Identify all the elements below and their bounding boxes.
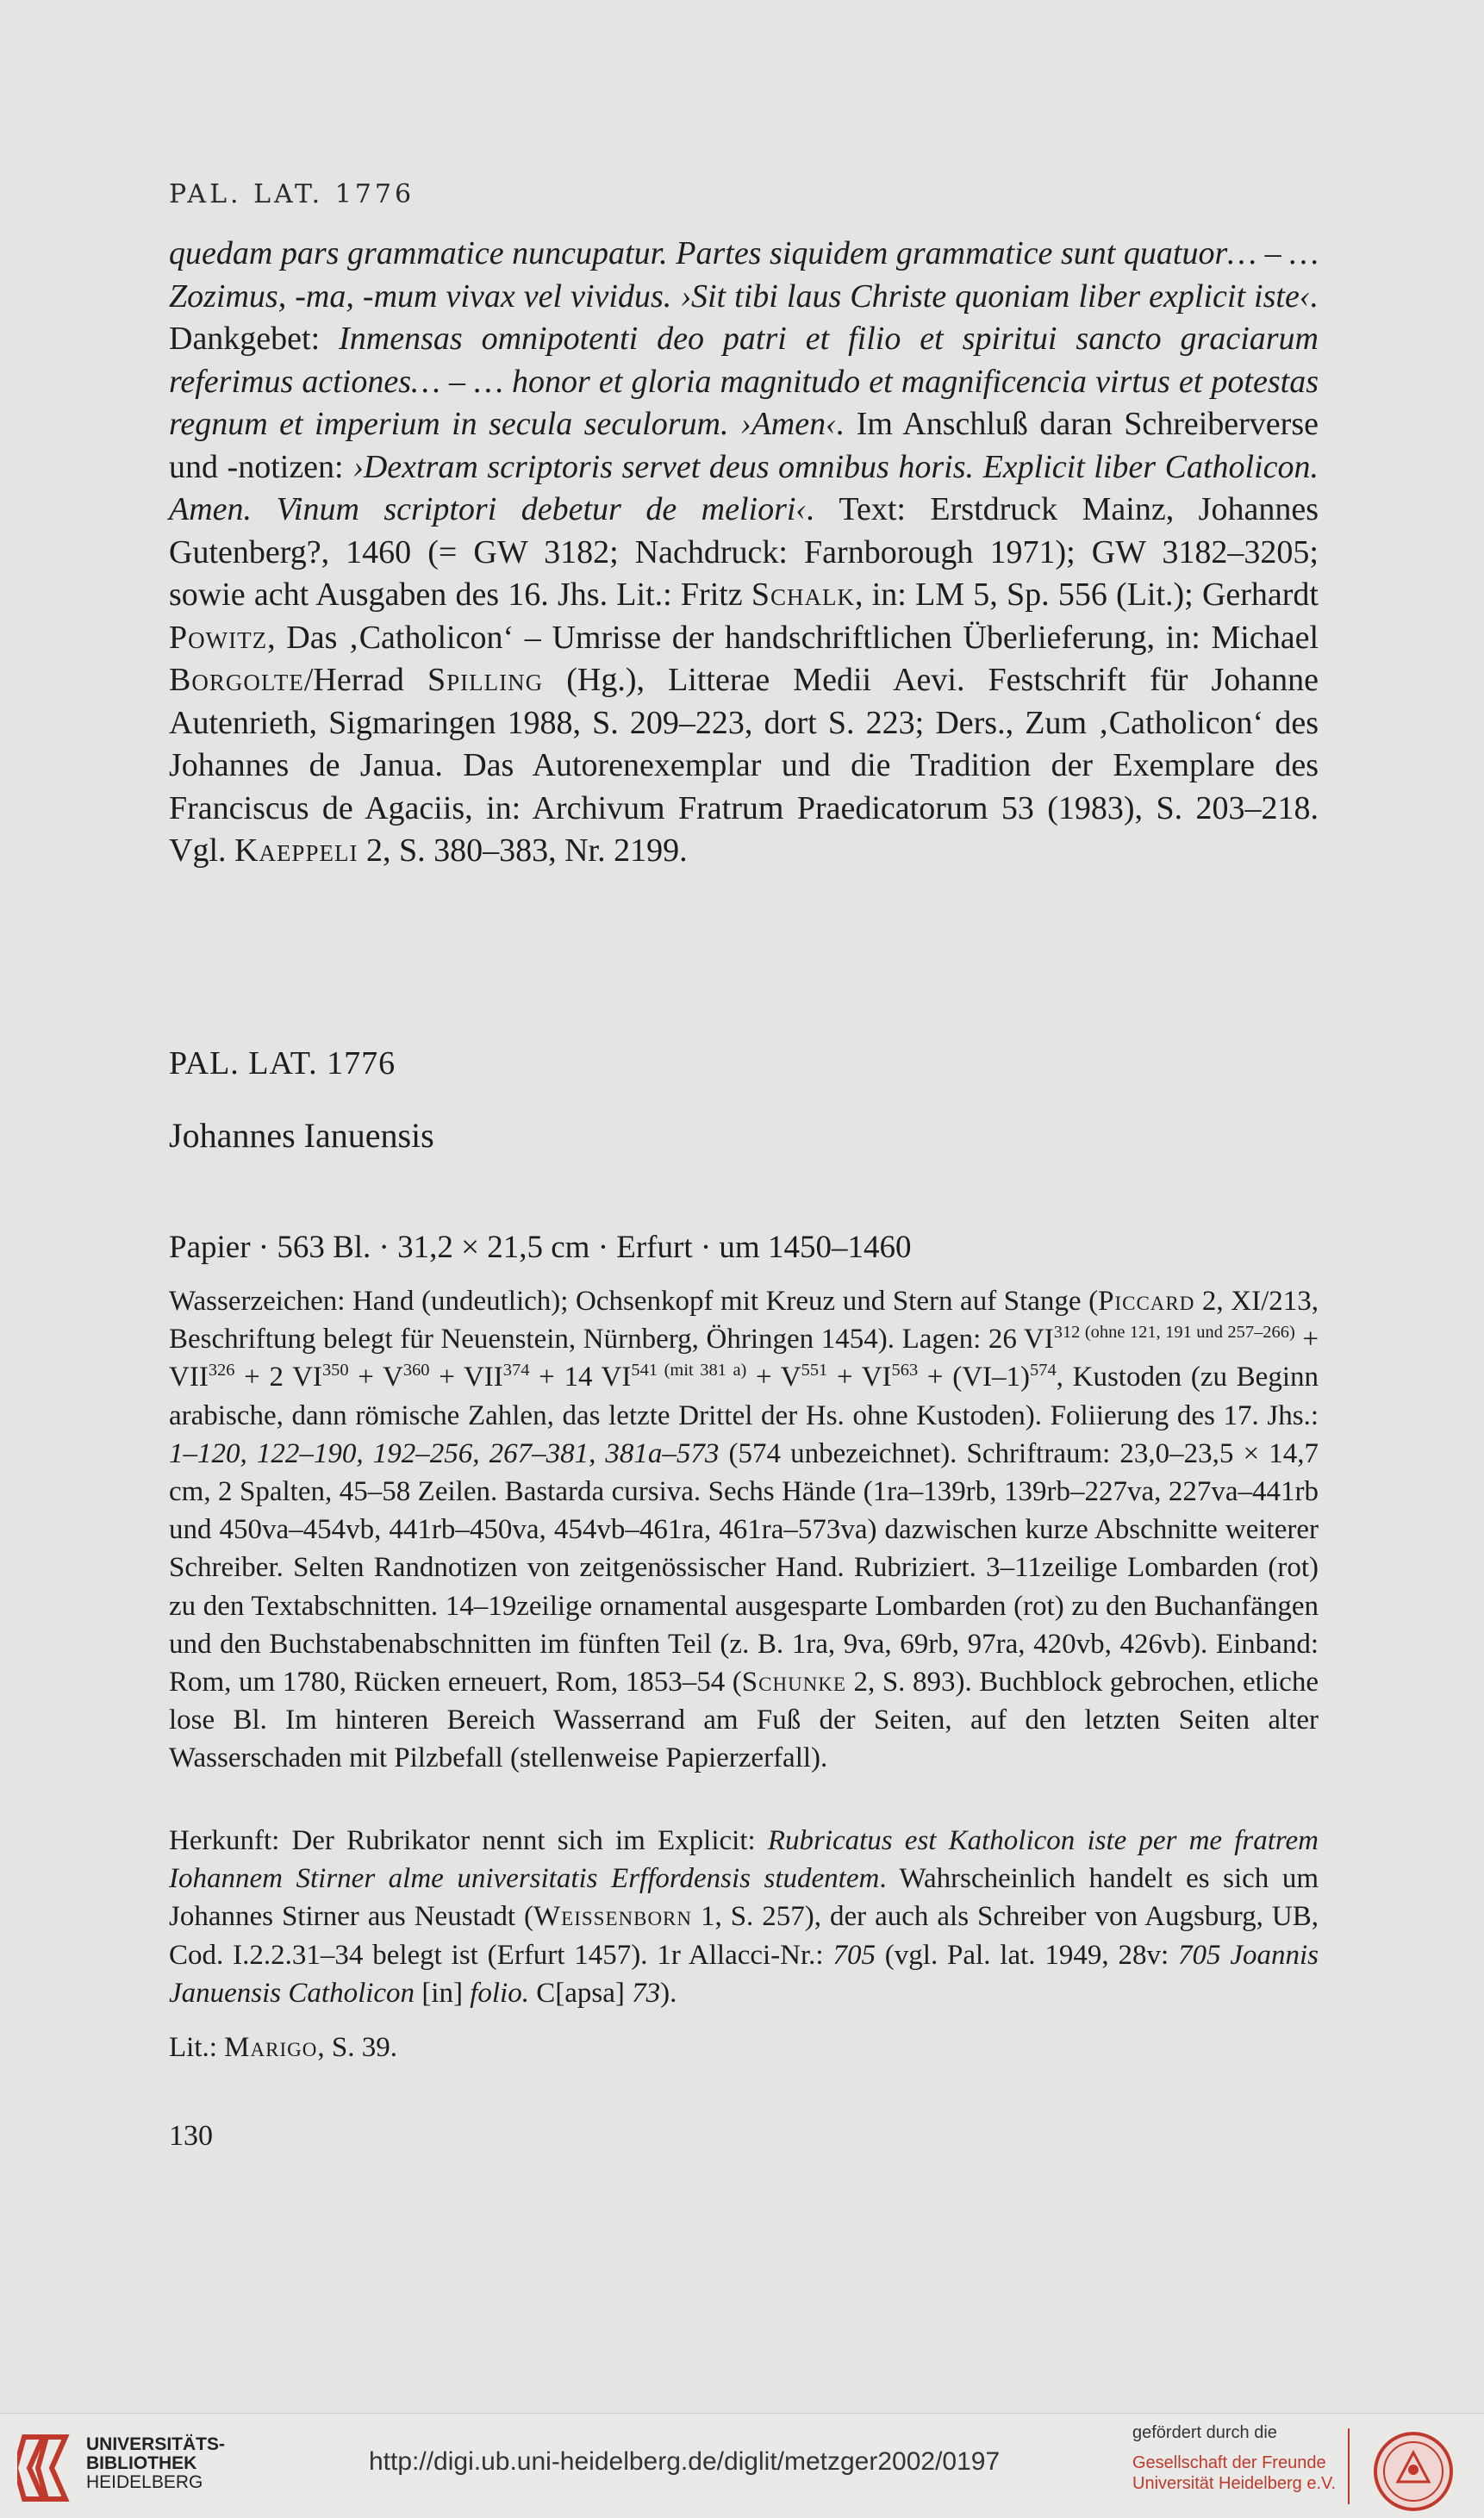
superscript: 563 [891, 1361, 919, 1381]
permalink-url[interactable]: http://digi.ub.uni-heidelberg.de/diglit/metzger2002/0197 [369, 2447, 1001, 2476]
superscript: 350 [321, 1361, 349, 1381]
text-run: + VI [827, 1362, 892, 1393]
text-run: 2, XI/213, Beschriftung belegt für Neuenstein, Nürnberg, Öhringen 1454). Lagen: 26 VI [169, 1286, 1319, 1356]
author-name: Kaeppeli [234, 832, 359, 869]
superscript: 326 [208, 1361, 235, 1381]
text-run: Im Anschluß daran Schreiberverse und -notizen: [169, 406, 1319, 485]
university-seal-icon [1363, 2430, 1463, 2513]
text-run: + VII [429, 1362, 503, 1393]
text-run: + (VI–1) [918, 1362, 1031, 1393]
text-run: , S. 39. [317, 2032, 397, 2063]
codicological-description [169, 1282, 1319, 1778]
author-name: Weissenborn [533, 1901, 692, 1933]
text-run: . Wahrscheinlich handelt es sich um Johannes Stirner aus Neustadt ( [169, 1863, 1319, 1933]
entry-summary: Papier · 563 Bl. · 31,2 × 21,5 cm · Erfurt · um 1450–1460 [169, 1230, 912, 1265]
prayer-text: Inmensas omnipotenti deo patri et filio et spiritui sancto graciarum referimus actiones… – … honor et gloria magnitudo et magnificencia virtus et potestas regnum et imperium in secula seculorum. ›Amen‹. [169, 321, 1319, 442]
text-run: ). [660, 1977, 677, 2009]
catalog-entry: folio. [470, 1977, 529, 2009]
library-name-line: UNIVERSITÄTS- [86, 2434, 226, 2454]
text-run: C[apsa] [528, 1977, 633, 2009]
text-run: (vgl. Pal. lat. 1949, 28v: [875, 1939, 1178, 1971]
text-run: + VII [169, 1324, 1319, 1393]
text-run: , Kustoden (zu Beginn arabische, dann römische Zahlen, das letzte Drittel der Hs. ohne Kustoden). Foliierung des 17. Jhs.: [169, 1362, 1319, 1431]
text-run: , in: LM 5, Sp. 556 (Lit.); Gerhardt [855, 577, 1319, 613]
superscript: 541 (mit 381 a) [631, 1361, 747, 1381]
text-run: + V [746, 1362, 801, 1393]
text-run: 2, S. 380–383, Nr. 2199. [358, 832, 688, 869]
text-run: /Herrad [303, 662, 427, 698]
text-run: Dankgebet: [169, 321, 340, 357]
catalog-entry: 705 Joannis Januensis Catholicon [169, 1939, 1319, 2009]
foliation-range: 1–120, 122–190, 192–256, 267–381, 381a–573 [169, 1437, 720, 1469]
text-run: Herkunft: Der Rubrikator nennt sich im Explicit: [169, 1825, 768, 1856]
entry-author: Johannes Ianuensis [169, 1116, 434, 1155]
scribe-verse: ›Dextram scriptoris servet deus omnibus horis. Explicit liber Catholicon. Amen. Vinum scriptori debetur de meliori‹. [169, 448, 1319, 527]
superscript: 360 [402, 1361, 430, 1381]
text-run: [in] [415, 1977, 471, 2009]
author-name: Schalk [751, 577, 856, 613]
text-run: + V [348, 1362, 403, 1393]
author-name: Spilling [427, 662, 544, 698]
text-run: 2, S. 893). Buchblock gebrochen, etliche lose Bl. Im hinteren Bereich Wasserrand am Fuß der Seiten, auf den letzten Seiten alter Wasserschaden mit Pilzbefall (stellenweise Papierzerfall). [169, 1667, 1319, 1774]
sponsor-name[interactable] [1132, 2453, 1336, 2494]
previous-entry-text [169, 233, 1319, 873]
allacci-number: 705 [832, 1939, 876, 1971]
page-number: 130 [169, 2120, 213, 2152]
text-run: (574 unbezeichnet). Schriftraum: 23,0–23,5 × 14,7 cm, 2 Spalten, 45–58 Zeilen. Bastarda cursiva. Sechs Hände (1ra–139rb, 139rb–227va, 227va–441rb und 450va–454vb, 441rb–450va, 454vb–461ra, 461ra–573va) dazwischen kurze Abschnitte weiterer Schreiber. Selten Randnotizen von zeitgenössischer Hand. Rubriziert. 3–11zeilige Lombarden (rot) zu den Textabschnitten. 14–19zeilige ornamental ausgesparte Lombarden (rot) zu den Buchanfängen und den Buchstabenabschnitten im fünften Teil (z. B. 1ra, 9va, 69rb, 97ra, 420vb, 426vb). Einband: Rom, um 1780, Rücken erneuert, Rom, 1853–54 ( [169, 1437, 1319, 1698]
explicit-quote: Rubricatus est Katholicon iste per me fratrem Iohannem Stirner alme universitatis Erffordensis studentem [169, 1825, 1319, 1895]
superscript: 551 [801, 1361, 828, 1381]
text-run: Text: Erstdruck Mainz, Johannes Gutenberg?, 1460 (= GW 3182; Nachdruck: Farnborough 1971); GW 3182–3205; sowie acht Ausgaben des 16. Jhs. Lit.: Fritz [169, 491, 1319, 613]
author-name: Schunke [741, 1667, 846, 1698]
author-name: Borgolte [169, 662, 304, 698]
library-name[interactable] [86, 2435, 225, 2492]
literature-line [169, 2032, 397, 2064]
text-run: + 2 VI [234, 1362, 322, 1393]
sponsor-name-line: Gesellschaft der Freunde [1132, 2453, 1326, 2472]
library-name-line: BIBLIOTHEK [86, 2453, 197, 2473]
superscript: 374 [502, 1361, 530, 1381]
superscript: 312 (ohne 121, 191 und 257–266) [1053, 1323, 1295, 1343]
text-run: Wasserzeichen: Hand (undeutlich); Ochsenkopf mit Kreuz und Stern auf Stange ( [169, 1286, 1099, 1317]
text-run: + 14 VI [529, 1362, 632, 1393]
incipit-text: quedam pars grammatice nuncupatur. Partes siquidem grammatice sunt quatuor… – … Zozimus, -ma, -mum vivax vel vividus. ›Sit tibi laus Christe quoniam liber explicit iste‹. [169, 235, 1319, 315]
entry-shelfmark: PAL. LAT. 1776 [169, 1045, 396, 1081]
author-name: Marigo [224, 2032, 318, 2063]
provenance-section [169, 1822, 1319, 2012]
library-name-line: HEIDELBERG [86, 2472, 203, 2492]
text-run: Lit.: [169, 2032, 225, 2063]
author-name: Powitz [169, 619, 268, 656]
text-run: 1, S. 257), der auch als Schreiber von Augsburg, UB, Cod. I.2.2.31–34 belegt ist (Erfurt 1457). 1r Allacci-Nr.: [169, 1901, 1319, 1971]
text-run: , Das ‚Catholicon‘ – Umrisse der handschriftlichen Überlieferung, in: Michael [267, 619, 1319, 656]
university-library-logo-icon[interactable] [17, 2428, 76, 2506]
superscript: 574 [1030, 1361, 1057, 1381]
text-run: (Hg.), Litterae Medii Aevi. Festschrift für Johanne Autenrieth, Sigmaringen 1988, S. 209–223, dort S. 223; Ders., Zum ‚Catholicon‘ des Johannes de Janua. Das Autorenexemplar und die Tradition der Exemplare des Franciscus de Agaciis, in: Archivum Fratrum Praedicatorum 53 (1983), S. 203–218. Vgl. [169, 662, 1319, 869]
author-name: Piccard [1098, 1286, 1195, 1317]
sponsor-name-line: Universität Heidelberg e.V. [1132, 2474, 1337, 2493]
running-head: PAL. LAT. 1776 [169, 179, 415, 209]
footer-divider [1348, 2428, 1350, 2504]
sponsor-label: gefördert durch die [1132, 2423, 1277, 2442]
capsa-number: 73 [632, 1977, 661, 2009]
